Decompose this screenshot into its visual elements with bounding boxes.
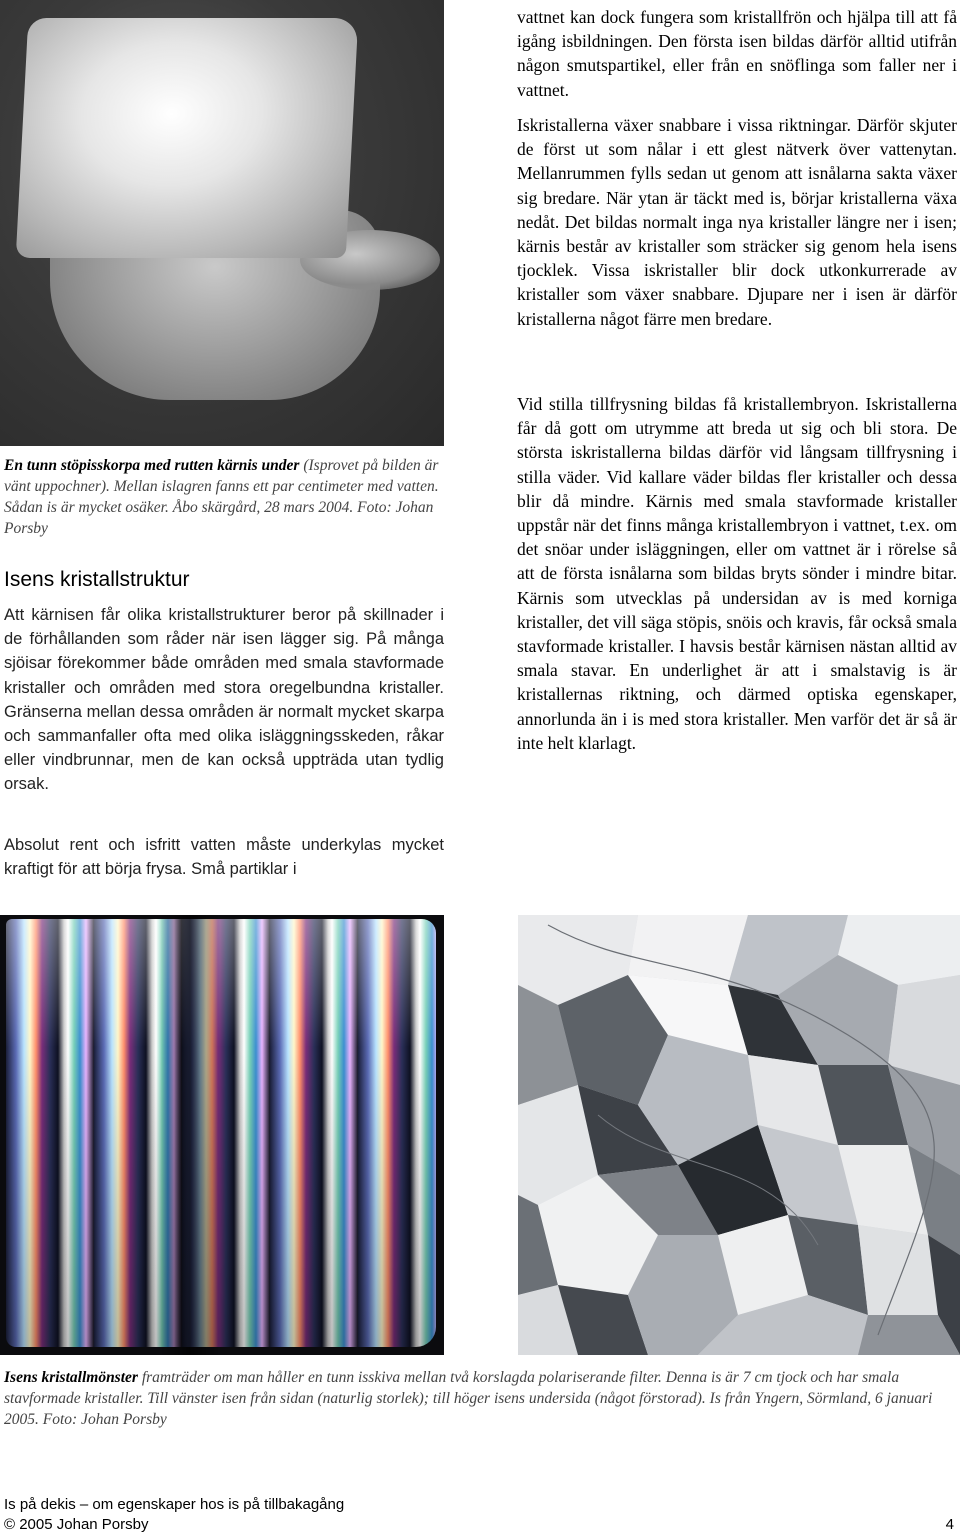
polarized-slab xyxy=(6,919,436,1347)
right-paragraph-2: Iskristallerna växer snabbare i vissa riktningar. Därför skjuter de först ut som nålar i ett glest nätverk över vattenytan. Mellanrummen fylls sedan ut genom att isnålarna sakta växer sig bredare. När ytan är täckt med is, börjar kristallerna växa nedåt. Det bildas normalt inga nya kristaller längre ner i isen; kärnis består av kristaller som sträcker sig genom hela isens tjocklek. Vissa iskristaller blir dock utkonkurrerade av kristaller som växer snabbare. Djupare ner i isen är därför kristallerna något färre men bredare. xyxy=(517,115,957,329)
caption-lead: En tunn stöpisskorpa med rutten kärnis under xyxy=(4,457,300,474)
footer-copyright: © 2005 Johan Porsby xyxy=(4,1516,149,1533)
caption-rest: (Isprovet på bilden är vänt uppochner). Mellan islagren fanns ett par centimeter med vatten. Sådan is är mycket osäker. Åbo skärgård, 28 mars 2004. Foto: Johan Porsby xyxy=(4,457,439,537)
photo-ice-underside-mosaic xyxy=(518,915,960,1355)
page-number: 4 xyxy=(945,1516,954,1533)
photo-caption-bottom xyxy=(4,1367,956,1430)
bottom-caption-lead: Isens kristallmönster xyxy=(4,1369,138,1386)
right-paragraph-3: Vid stilla tillfrysning bildas få kristallembryon. Iskristallerna får då gott om utrymme att breda ut sig och bli stora. De största iskristallerna bildas därför vid långsam tillfrysning i stilla väder. Vid kallare väder bildas fler kristaller och dessa blir då mindre. Kärnis med smala stavformade kristaller uppstår när det finns många kristallembryon i vattnet, t.ex. om det snöar under isläggningen, eller om vattnet är i rörelse så att de första isnålarna som bildas bryts sönder i mindre bitar. Kärnis som utvecklas på undersidan av is med korniga kristaller, det vill säga stöpis, snöis och kravis, får också smala stavformade kristaller. I havsis består kärnisen nästan alltid av smala stavar. En underlighet är att i smalstavig is är kristallernas riktning, och därmed optiska egenskaper, annorlunda än i is med stora kristaller. Men varför det är så är inte helt klarlagt. xyxy=(517,394,957,753)
section-heading: Isens kristallstruktur xyxy=(4,568,190,591)
photo-ice-side-polarized xyxy=(0,915,444,1355)
photo-caption-left xyxy=(4,455,444,539)
left-paragraph-2: Absolut rent och isfritt vatten måste underkylas mycket kraftigt för att börja frysa. Små partiklar i xyxy=(4,836,444,879)
photo-ice-block xyxy=(0,0,444,446)
dark-band xyxy=(160,915,220,1355)
crystal-mosaic xyxy=(518,915,960,1355)
footer-title: Is på dekis – om egenskaper hos is på tillbakagång xyxy=(4,1496,345,1513)
bottom-caption-rest: framträder om man håller en tunn isskiva mellan två korslagda polariserande filter. Denna is är 7 cm tjock och har smala stavformade kristaller. Till vänster isen från sidan (naturlig storlek); till höger isens undersida (något förstorad). Is från Yngern, Sörmland, 6 januari 2005. Foto: Johan Porsby xyxy=(4,1369,933,1428)
right-paragraph-1: vattnet kan dock fungera som kristallfrön och hjälpa till att få igång isbildningen. Den första isen bildas därför alltid utifrån någon smutspartikel, eller från en snöflinga som faller ner i vattnet. xyxy=(517,7,957,100)
ice-crust xyxy=(16,18,359,258)
left-paragraph-1: Att kärnisen får olika kristallstrukturer beror på skillnader i de förhållanden som råder när isen lägger sig. På många sjöisar förekommer både områden med smala stavformade kristaller och områden med stora oregelbundna kristaller. Gränserna mellan dessa områden är normalt mycket skarpa och sammanfaller ofta med olika isläggningsskeden, råkar eller vindbrunnar, men de kan också uppträda utan tydlig orsak. xyxy=(4,606,444,794)
